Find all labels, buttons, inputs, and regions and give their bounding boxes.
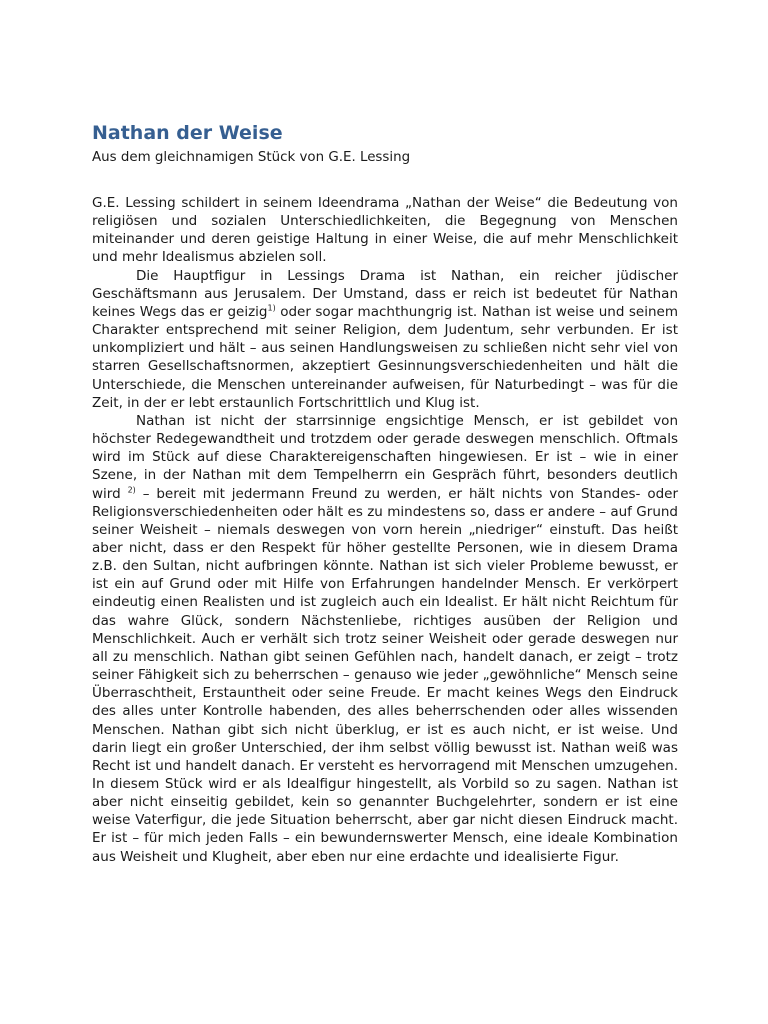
paragraph-text: oder sogar machthungrig ist. Nathan ist weise und seinem Charakter entsprechend mit seiner Religion, dem Judentum, sehr verbunden. Er ist unkompliziert und hält – aus seinen Handlungsweisen zu schließen nicht sehr viel von starren Gesellschaftsnormen, akzeptiert Gesinnungsverschiedenheiten und hält die Unterschiede, die Menschen untereinander aufweisen, für Naturbedingt – was für die Zeit, in der er lebt erstaunlich Fortschrittlich und Klug ist. <box>92 303 678 411</box>
paragraph-text: Nathan ist nicht der starrsinnige engsichtige Mensch, er ist gebildet von höchster Redegewandtheit und trotzdem oder gerade deswegen menschlich. Oftmals wird im Stück auf diese Charaktereigenschaften hingewiesen. Er ist – wie in einer Szene, in der Nathan mit dem Tempelherrn ein Gespräch führt, besonders deutlich wird <box>92 412 678 502</box>
paragraph-character-traits <box>92 412 678 866</box>
document-page <box>92 121 678 866</box>
paragraph-text: – bereit mit jedermann Freund zu werden, er hält nichts von Standes- oder Religionsverschiedenheiten oder hält es zu mindestens so, dass er andere – auf Grund seiner Weisheit – niemals deswegen von vorn herein „niedriger“ einstuft. Das heißt aber nicht, dass er den Respekt für höher gestellte Personen, wie in diesem Drama z.B. den Sultan, nicht aufbringen könnte. Nathan ist sich vieler Probleme bewusst, er ist ein auf Grund oder mit Hilfe von Erfahrungen handelnder Mensch. Er verkörpert eindeutig einen Realisten und ist zugleich auch ein Idealist. Er hält nicht Reichtum für das wahre Glück, sondern Nächstenliebe, richtiges ausüben der Religion und Menschlichkeit. Auch er verhält sich trotz seiner Weisheit oder gerade deswegen nur all zu menschlich. Nathan gibt seinen Gefühlen nach, handelt danach, er zeigt – trotz seiner Fähigkeit sich zu beherrschen – genauso wie jeder „gewöhnliche“ Mensch seine Überraschtheit, Erstauntheit oder seine Freude. Er macht keines Wegs den Eindruck des alles unter Kontrolle habenden, des alles beherrschenden oder alles wissenden Menschen. Nathan gibt sich nicht überklug, er ist es auch nicht, er ist weise. Und darin liegt ein großer Unterschied, der ihm selbst völlig bewusst ist. Nathan weiß was Recht ist und handelt danach. Er versteht es hervorragend mit Menschen umzugehen. In diesem Stück wird er als Idealfigur hingestellt, als Vorbild so zu sagen. Nathan ist aber nicht einseitig gebildet, kein so genannter Buchgelehrter, sondern er ist eine weise Vaterfigur, die jede Situation beherrscht, aber gar nicht diesen Eindruck macht. Er ist – für mich jeden Falls – ein bewundernswerter Mensch, eine ideale Kombination aus Weisheit und Klugheit, aber eben nur eine erdachte und idealisierte Figur. <box>92 485 679 865</box>
paragraph-main-character <box>92 267 678 412</box>
paragraph-text: Die Hauptfigur in Lessings Drama ist Nathan, ein reicher jüdischer Geschäftsmann aus Jerusalem. Der Umstand, dass er reich ist bedeutet für Nathan keines Wegs das er geizig <box>92 267 678 320</box>
footnote-mark: 2) <box>127 485 136 494</box>
footnote-mark: 1) <box>267 303 276 313</box>
document-subtitle: Aus dem gleichnamigen Stück von G.E. Lessing <box>92 150 411 165</box>
document-title: Nathan der Weise <box>92 122 283 144</box>
paragraph-intro: G.E. Lessing schildert in seinem Ideendrama „Nathan der Weise“ die Bedeutung von religiösen und sozialen Unterschiedlichkeiten, die Begegnung von Menschen miteinander und deren geistige Haltung in einer Weise, die auf mehr Menschlichkeit und mehr Idealismus abzielen soll. <box>92 195 678 266</box>
document-body <box>92 194 678 866</box>
